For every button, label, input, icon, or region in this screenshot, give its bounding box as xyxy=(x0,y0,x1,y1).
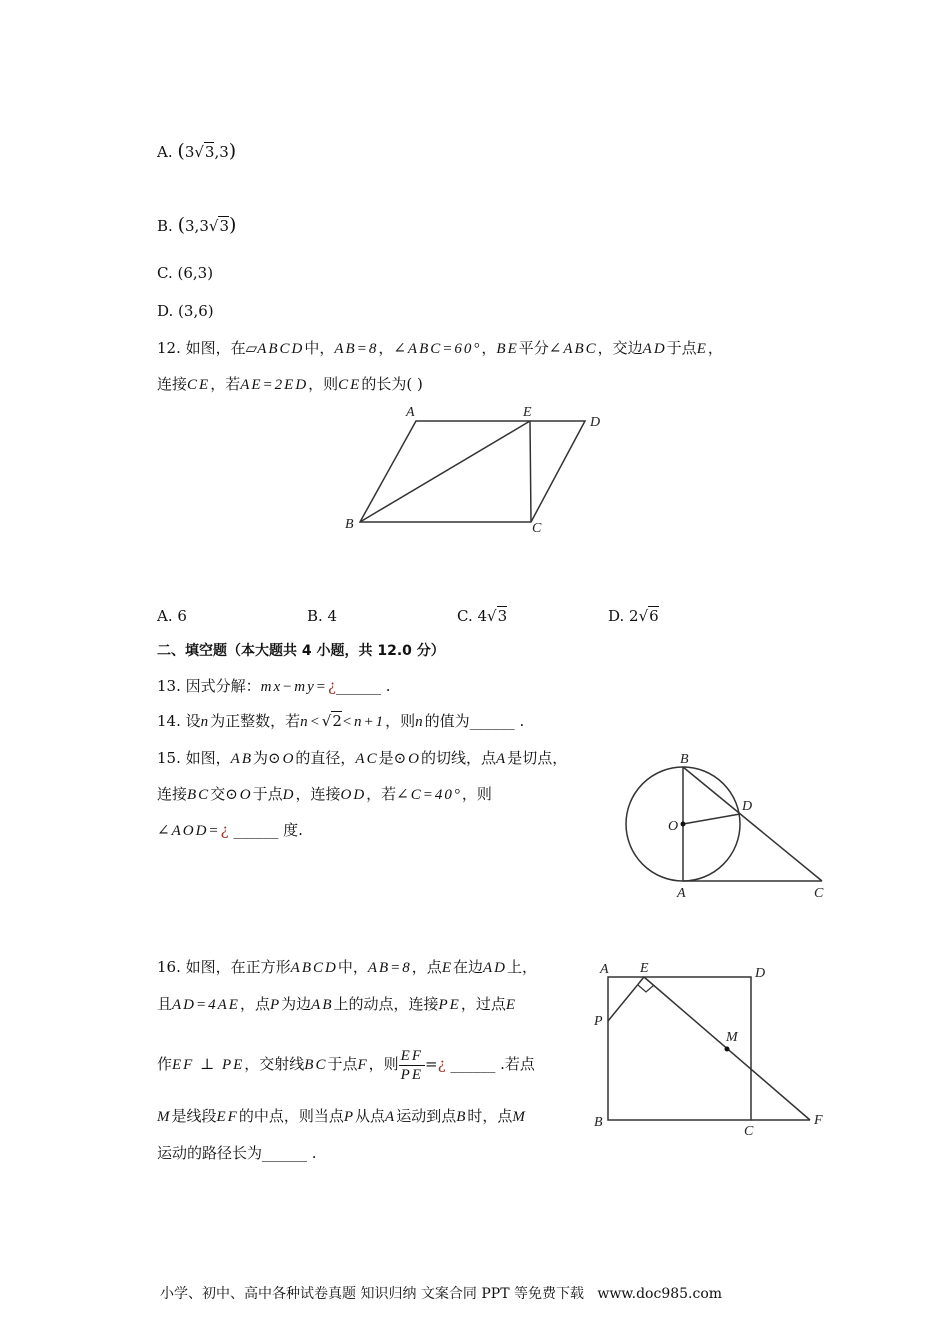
q12-figure xyxy=(340,400,610,540)
label-e: E xyxy=(523,405,532,420)
q12-opt-d: D. 2√6 xyxy=(608,607,659,625)
q15-figure xyxy=(620,745,840,905)
q16-line5: 运动的路径长为______ . xyxy=(157,1144,317,1162)
label-m: M xyxy=(726,1030,738,1045)
label-b: B xyxy=(680,752,689,767)
midpoint-m xyxy=(725,1047,730,1052)
q16-figure xyxy=(590,955,840,1140)
square-abcd xyxy=(608,977,751,1120)
label-a: A xyxy=(406,405,415,420)
label-b: B xyxy=(345,517,354,532)
parallelogram-abcd xyxy=(360,421,585,522)
label-c: C xyxy=(814,886,824,901)
label-c: C xyxy=(744,1124,754,1139)
q12-line2: 连接CE，若AE=2ED，则CE的长为( ) xyxy=(157,375,423,393)
option-a: A. (3√3,3) xyxy=(157,140,237,162)
q12-line1: 12. 如图，在▱ABCD中，AB=8，∠ABC=60°，BE平分∠ABC，交边AD于点E， xyxy=(157,339,723,357)
option-d: D. (3,6) xyxy=(157,302,214,320)
footer xyxy=(160,1283,722,1303)
q13: 13. 因式分解：mx−my=¿______ . xyxy=(157,677,391,695)
q16-line4: M是线段EF的中点，则当点P从点A运动到点B时，点M xyxy=(157,1107,527,1125)
option-c: C. (6,3) xyxy=(157,264,214,282)
label-a: A xyxy=(677,886,686,901)
q16-line2: 且AD=4AE，点P为边AB上的动点，连接PE，过点E xyxy=(157,995,518,1013)
q16-line3: 作EF ⊥ PE，交射线BC于点F，则 $\frac{EF}{PE}$ =¿ ______ .若点 xyxy=(157,1047,535,1083)
q15-line1: 15. 如图，AB为⊙O的直径，AC是⊙O的切线，点A是切点， xyxy=(157,749,568,767)
label-d: D xyxy=(755,966,766,981)
q15-line3: ∠AOD=¿ ______ 度. xyxy=(157,821,303,839)
q14: 14. 设n为正整数，若n<√2<n+1，则n的值为______ . xyxy=(157,712,525,730)
label-o: O xyxy=(668,819,679,834)
segment-be xyxy=(360,421,530,522)
q15-line2: 连接BC交⊙O于点D，连接OD，若∠C=40°，则 xyxy=(157,785,492,803)
right-angle-mark xyxy=(638,985,654,992)
label-d: D xyxy=(742,799,753,814)
footer-link[interactable]: www.doc985.com xyxy=(597,1286,723,1302)
label-c: C xyxy=(532,521,542,536)
label-f: F xyxy=(814,1113,823,1128)
label-d: D xyxy=(590,415,601,430)
footer-text: 小学、初中、高中各种试卷真题 知识归纳 文案合同 PPT 等免费下载 xyxy=(160,1286,584,1302)
label-p: P xyxy=(594,1014,603,1029)
option-b: B. (3,3√3) xyxy=(157,214,237,236)
q12-opt-c: C. 4√3 xyxy=(457,607,508,625)
q12-opt-b: B. 4 xyxy=(307,607,338,625)
segment-od xyxy=(683,814,740,824)
section-heading: 二、填空题（本大题共 4 小题，共 12.0 分） xyxy=(157,643,445,659)
segment-bc xyxy=(683,767,822,881)
fraction-ef-pe: $\frac{EF}{PE}$ xyxy=(400,1047,423,1083)
q12-opt-a: A. 6 xyxy=(157,607,187,625)
q16-line1: 16. 如图，在正方形ABCD中，AB=8，点E在边AD上， xyxy=(157,958,538,976)
segment-pe xyxy=(608,977,644,1021)
segment-ce xyxy=(530,421,531,522)
label-a: A xyxy=(600,962,609,977)
label-e: E xyxy=(640,961,649,976)
center-dot xyxy=(681,822,686,827)
label-b: B xyxy=(594,1115,603,1130)
